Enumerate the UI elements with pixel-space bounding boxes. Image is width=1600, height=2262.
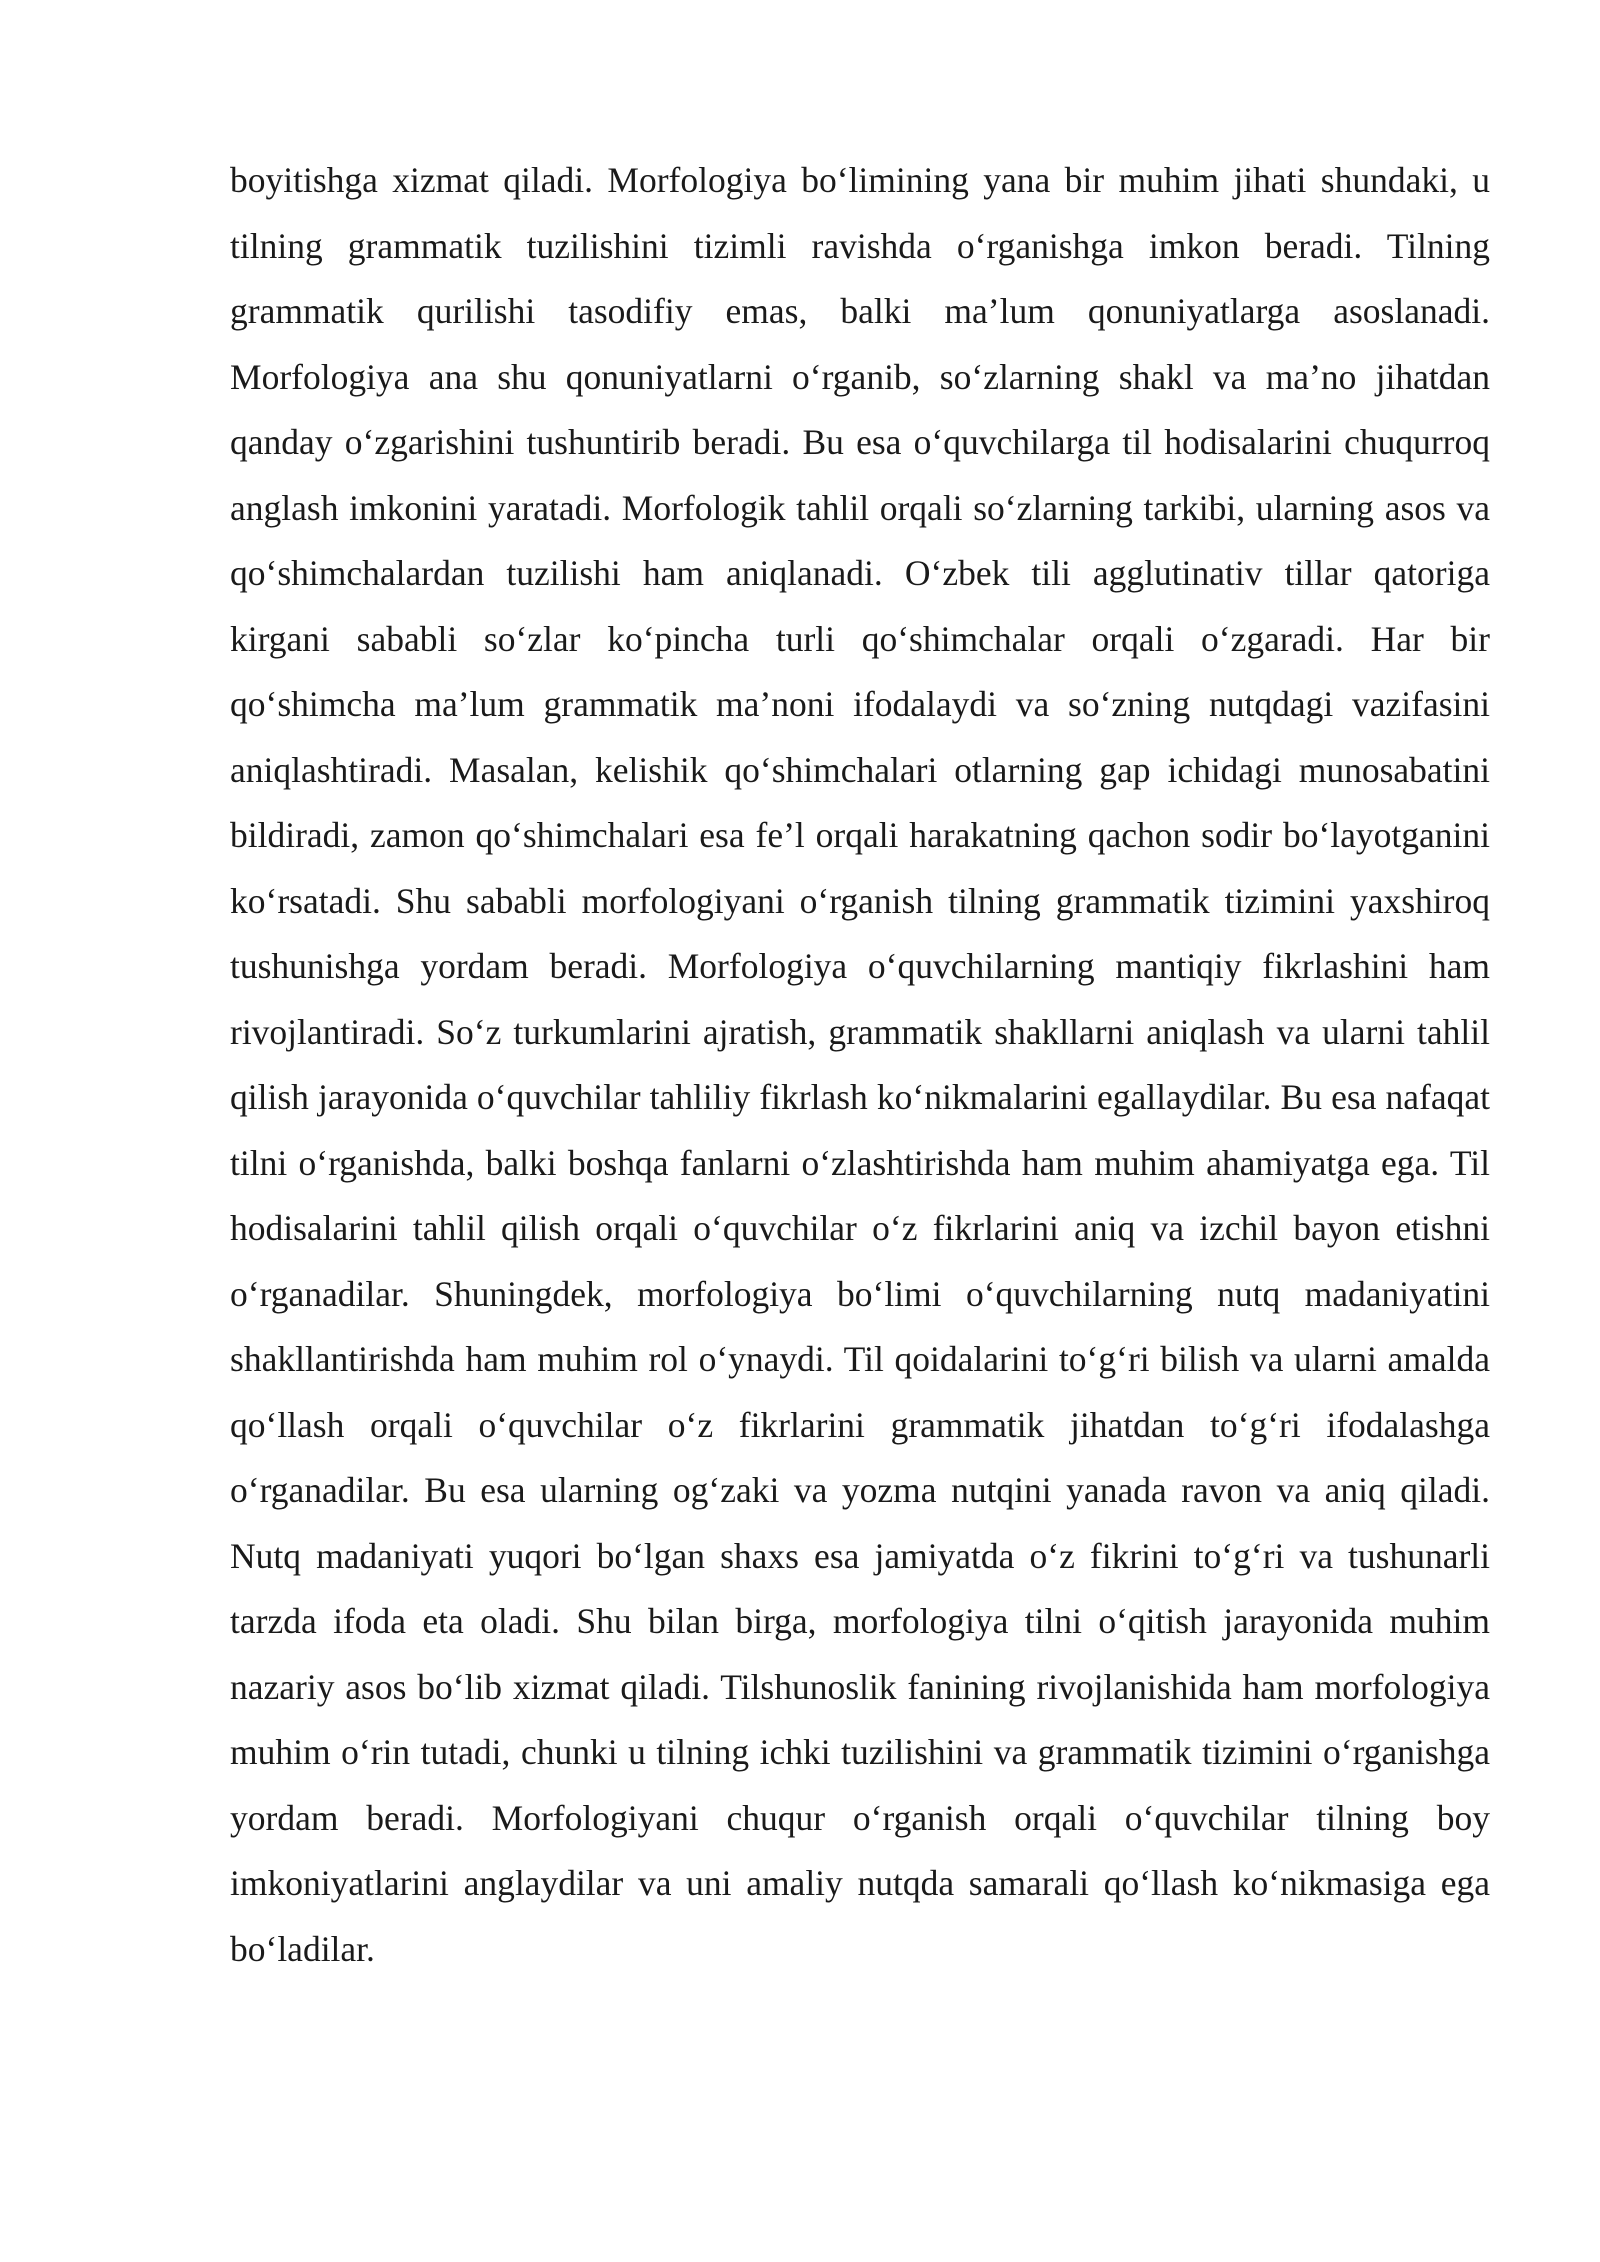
body-paragraph: boyitishga xizmat qiladi. Morfologiya bo‘limining yana bir muhim jihati shundaki, u tilning grammatik tuzilishini tizimli ravishda o‘rganishga imkon beradi. Tilning grammatik qurilishi tasodifiy emas, balki ma’lum qonuniyatlarga asoslanadi. Morfologiya ana shu qonuniyatlarni o‘rganib, so‘zlarning shakl va ma’no jihatdan qanday o‘zgarishini tushuntirib beradi. Bu esa o‘quvchilarga til hodisalarini chuqurroq anglash imkonini yaratadi. Morfologik tahlil orqali so‘zlarning tarkibi, ularning asos va qo‘shimchalardan tuzilishi ham aniqlanadi. O‘zbek tili agglutinativ tillar qatoriga kirgani sababli so‘zlar ko‘pincha turli qo‘shimchalar orqali o‘zgaradi. Har bir qo‘shimcha ma’lum grammatik ma’noni ifodalaydi va so‘zning nutqdagi vazifasini aniqlashtiradi. Masalan, kelishik qo‘shimchalari otlarning gap ichidagi munosabatini bildiradi, zamon qo‘shimchalari esa fe’l orqali harakatning qachon sodir bo‘layotganini ko‘rsatadi. Shu sababli morfologiyani o‘rganish tilning grammatik tizimini yaxshiroq tushunishga yordam beradi. Morfologiya o‘quvchilarning mantiqiy fikrlashini ham rivojlantiradi. So‘z turkumlarini ajratish, grammatik shakllarni aniqlash va ularni tahlil qilish jarayonida o‘quvchilar tahliliy fikrlash ko‘nikmalarini egallaydilar. Bu esa nafaqat tilni o‘rganishda, balki boshqa fanlarni o‘zlashtirishda ham muhim ahamiyatga ega. Til hodisalarini tahlil qilish orqali o‘quvchilar o‘z fikrlarini aniq va izchil bayon etishni o‘rganadilar. Shuningdek, morfologiya bo‘limi o‘quvchilarning nutq madaniyatini shakllantirishda ham muhim rol o‘ynaydi. Til qoidalarini to‘g‘ri bilish va ularni amalda qo‘llash orqali o‘quvchilar o‘z fikrlarini grammatik jihatdan to‘g‘ri ifodalashga o‘rganadilar. Bu esa ularning og‘zaki va yozma nutqini yanada ravon va aniq qiladi. Nutq madaniyati yuqori bo‘lgan shaxs esa jamiyatda o‘z fikrini to‘g‘ri va tushunarli tarzda ifoda eta oladi. Shu bilan birga, morfologiya tilni o‘qitish jarayonida muhim nazariy asos bo‘lib xizmat qiladi. Tilshunoslik fanining rivojlanishida ham morfologiya muhim o‘rin tutadi, chunki u tilning ichki tuzilishini va grammatik tizimini o‘rganishga yordam beradi. Morfologiyani chuqur o‘rganish orqali o‘quvchilar tilning boy imkoniyatlarini anglaydilar va uni amaliy nutqda samarali qo‘llash ko‘nikmasiga ega bo‘ladilar. bbox=[230, 160, 1490, 1969]
